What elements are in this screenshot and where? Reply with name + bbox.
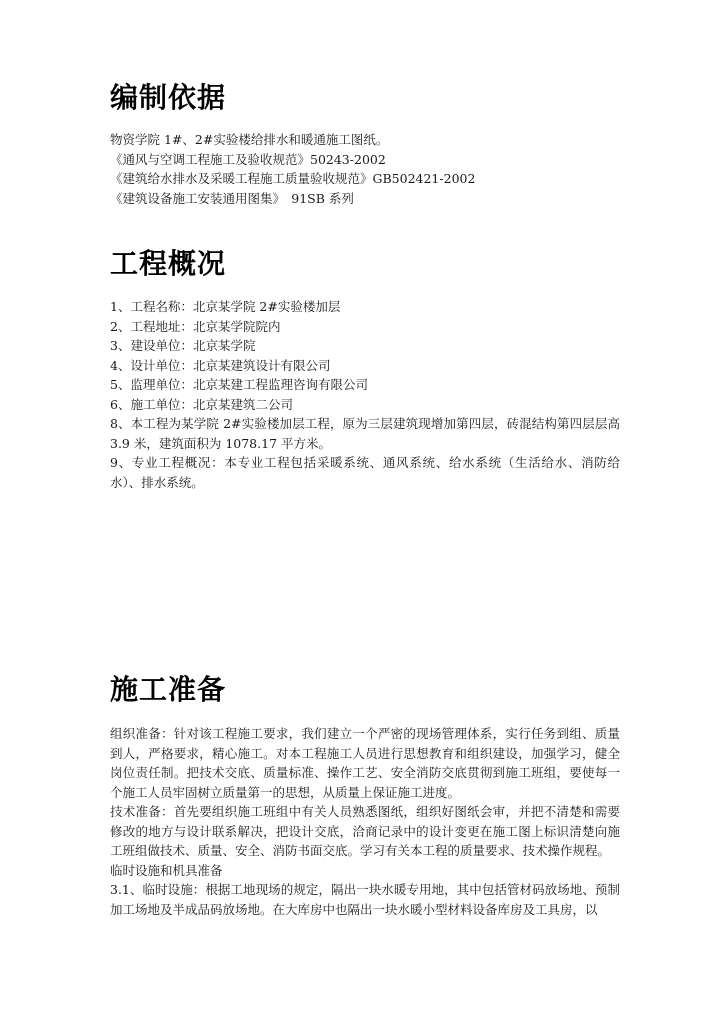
preparation-paragraph: 组织准备：针对该工程施工要求，我们建立一个严密的现场管理体系，实行任务到组、质量到人，严格要求，精心施工。对本工程施工人员进行思想教育和组织建设，加强学习，健全岗位责任制。把技术交底、质量标准、操作工艺、安全消防交底贯彻到施工班组，要使每一个施工人员牢固树立质量第一的思想，从质量上保证施工进度。 xyxy=(110,726,620,800)
overview-item: 8、本工程为某学院 2#实验楼加层工程，原为三层建筑现增加第四层，砖混结构第四层层高 3.9 米，建筑面积为 1078.17 平方米。 xyxy=(110,416,620,451)
overview-item: 4、设计单位：北京某建筑设计有限公司 xyxy=(110,357,331,373)
overview-item: 2、工程地址：北京某学院院内 xyxy=(110,318,281,334)
preparation-paragraph: 技术准备：首先要组织施工班组中有关人员熟悉图纸，组织好图纸会审，并把不清楚和需要修改的地方与设计联系解决，把设计交底，洽商记录中的设计变更在施工图上标识清楚向施工班组做技术、质量、安全、消防书面交底。学习有关本工程的质量要求、技术操作规程。 xyxy=(110,804,620,858)
overview-item: 3、建设单位：北京某学院 xyxy=(110,338,256,353)
overview-list xyxy=(110,297,620,492)
section-title-basis: 编制依据 xyxy=(110,81,227,114)
overview-item: 9、专业工程概况：本专业工程包括采暖系统、通风系统、给水系统（生活给水、消防给水）、排水系统。 xyxy=(110,455,620,490)
preparation-subheading: 临时设施和机具准备 xyxy=(110,862,223,878)
basis-list xyxy=(110,130,620,208)
basis-line: 物资学院 1#、2#实验楼给排水和暖通施工图纸。 xyxy=(110,132,389,147)
overview-item: 5、监理单位：北京某建工程监理咨询有限公司 xyxy=(110,377,368,392)
basis-line: 《建筑设备施工安装通用图集》 91SB 系列 xyxy=(110,190,354,206)
overview-item: 1、工程名称：北京某学院 2#实验楼加层 xyxy=(110,299,341,314)
preparation-paragraph: 3.1、临时设施：根据工地现场的规定，隔出一块水暖专用地，其中包括管材码放场地、预制加工场地及半成品码放场地。在大库房中也隔出一块水暖小型材料设备库房及工具房，以 xyxy=(110,882,620,917)
section-title-overview: 工程概况 xyxy=(110,247,227,280)
preparation-body xyxy=(110,724,620,919)
basis-line: 《通风与空调工程施工及验收规范》50243-2002 xyxy=(110,151,386,167)
section-title-preparation: 施工准备 xyxy=(110,673,227,706)
overview-item: 6、施工单位：北京某建筑二公司 xyxy=(110,396,293,412)
basis-line: 《建筑给水排水及采暖工程施工质量验收规范》GB502421-2002 xyxy=(110,171,476,186)
